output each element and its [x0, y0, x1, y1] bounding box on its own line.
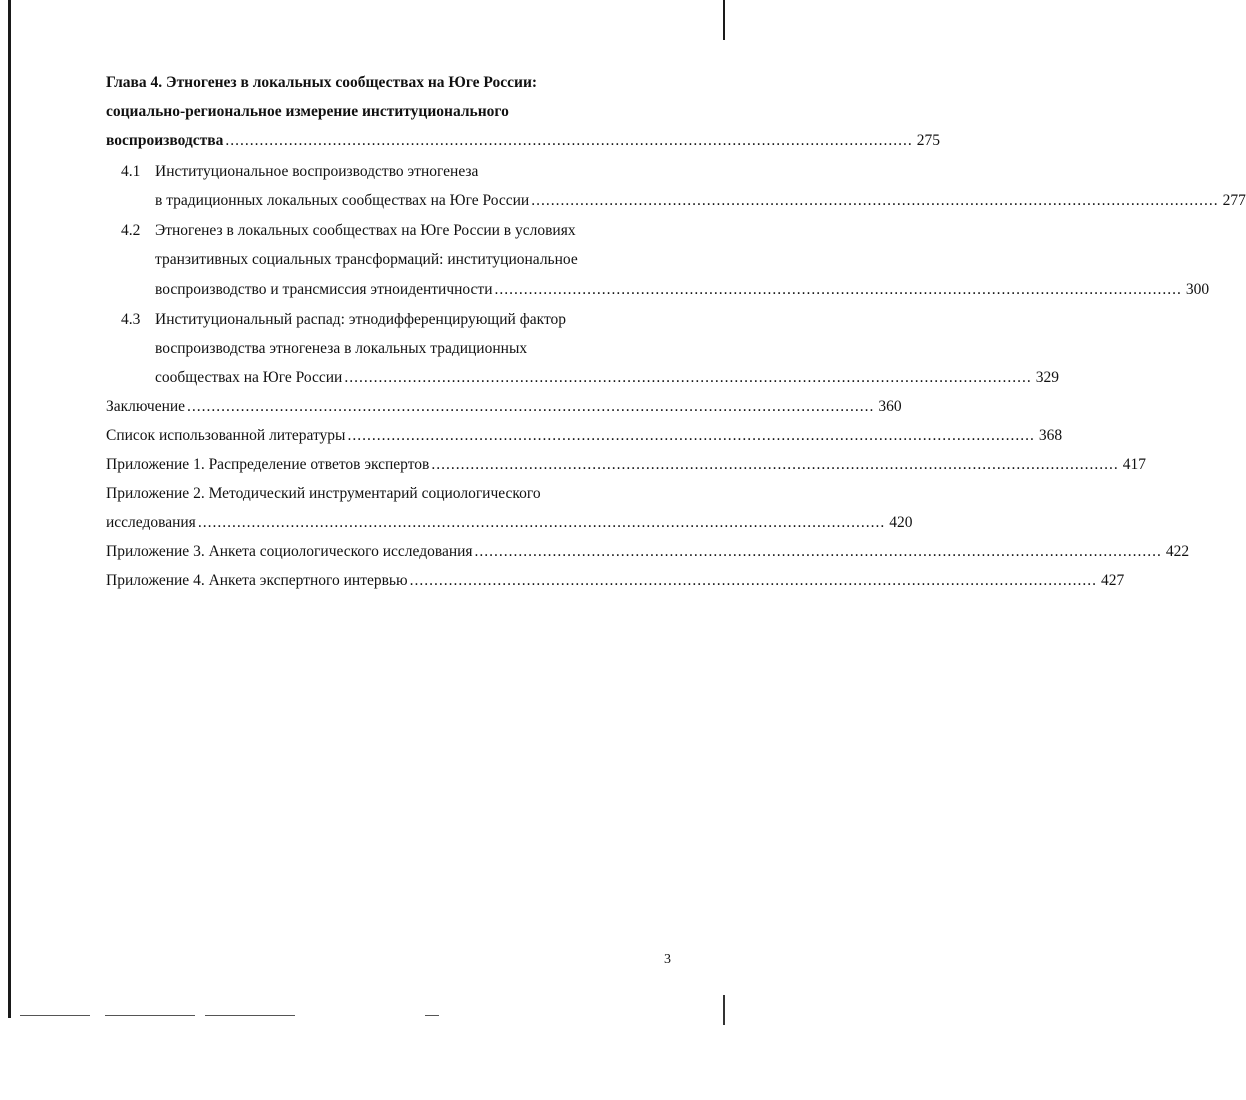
section-number: 4.2	[121, 222, 141, 239]
page-ref: 300	[1185, 281, 1210, 298]
toc-entry-appendix-3[interactable]	[106, 542, 1190, 562]
chapter4-title-line3: воспроизводства	[106, 132, 224, 149]
page-ref: 417	[1122, 456, 1146, 473]
page-ref: 277	[1222, 192, 1246, 209]
toc-entry-chapter4[interactable]	[106, 131, 941, 151]
leader-dots: .............................................................................................................................................	[347, 427, 1035, 444]
leader-dots: .............................................................................................................................................	[531, 192, 1219, 209]
section-number: 4.3	[121, 311, 141, 328]
leader-dots: .............................................................................................................................................	[197, 514, 886, 531]
toc-entry-conclusion[interactable]	[106, 397, 902, 417]
toc-entry-appendix-4[interactable]	[106, 571, 1125, 591]
scan-edge-right-bottom	[723, 995, 725, 1025]
section-4-3-title-line3: сообществах на Юге России	[155, 369, 343, 386]
scan-bottom-marks	[20, 1015, 440, 1017]
toc-entry-section-4-2[interactable]	[155, 280, 1210, 300]
section-4-2-title-line2: транзитивных социальных трансформаций: институциональное	[155, 251, 578, 268]
toc-entry-appendix-1[interactable]	[106, 455, 1146, 475]
chapter4-title-line1: Глава 4. Этногенез в локальных сообществах на Юге России:	[106, 74, 538, 91]
page-ref: 329	[1035, 369, 1059, 386]
section-4-3-title-line1: Институциональный распад: этнодифференцирующий фактор	[155, 311, 567, 328]
conclusion-label: Заключение	[106, 398, 186, 415]
scan-edge-right	[723, 0, 725, 40]
toc-entry-appendix-2[interactable]	[106, 513, 913, 533]
appendix-4-label: Приложение 4. Анкета экспертного интервью	[106, 572, 408, 589]
section-number: 4.1	[121, 163, 141, 180]
leader-dots: .............................................................................................................................................	[187, 398, 875, 415]
page-ref: 360	[878, 398, 902, 415]
leader-dots: .............................................................................................................................................	[409, 572, 1097, 589]
toc-entry-bibliography[interactable]	[106, 426, 1063, 446]
appendix-2-label-line1: Приложение 2. Методический инструментарий социологического	[106, 485, 541, 502]
leader-dots: .............................................................................................................................................	[344, 369, 1032, 386]
leader-dots: .............................................................................................................................................	[225, 132, 913, 149]
section-4-1-title-line1: Институциональное воспроизводство этногенеза	[155, 163, 479, 180]
page-ref: 427	[1100, 572, 1125, 589]
section-4-3-title-line2: воспроизводства этногенеза в локальных традиционных	[155, 340, 528, 357]
bibliography-label: Список использованной литературы	[106, 427, 346, 444]
leader-dots: .............................................................................................................................................	[431, 456, 1119, 473]
page-ref: 368	[1038, 427, 1063, 444]
toc-entry-section-4-3[interactable]	[155, 368, 1059, 388]
chapter4-title-line2: социально-региональное измерение институционального	[106, 103, 509, 120]
toc-entry-section-4-1[interactable]	[155, 191, 1246, 211]
appendix-3-label: Приложение 3. Анкета социологического исследования	[106, 543, 473, 560]
section-4-2-title-line1: Этногенез в локальных сообществах на Юге России в условиях	[155, 222, 576, 239]
page-number: 3	[664, 952, 671, 967]
page-ref: 275	[916, 132, 941, 149]
page-ref: 420	[889, 514, 913, 531]
appendix-2-label-line2: исследования	[106, 514, 196, 531]
scan-edge-left	[8, 0, 11, 1018]
section-4-2-title-line3: воспроизводство и трансмиссия этноидентичности	[155, 281, 493, 298]
leader-dots: .............................................................................................................................................	[494, 281, 1182, 298]
section-4-1-title-line2: в традиционных локальных сообществах на Юге России	[155, 192, 530, 209]
leader-dots: .............................................................................................................................................	[474, 543, 1162, 560]
page-ref: 422	[1165, 543, 1190, 560]
appendix-1-label: Приложение 1. Распределение ответов экспертов	[106, 456, 430, 473]
